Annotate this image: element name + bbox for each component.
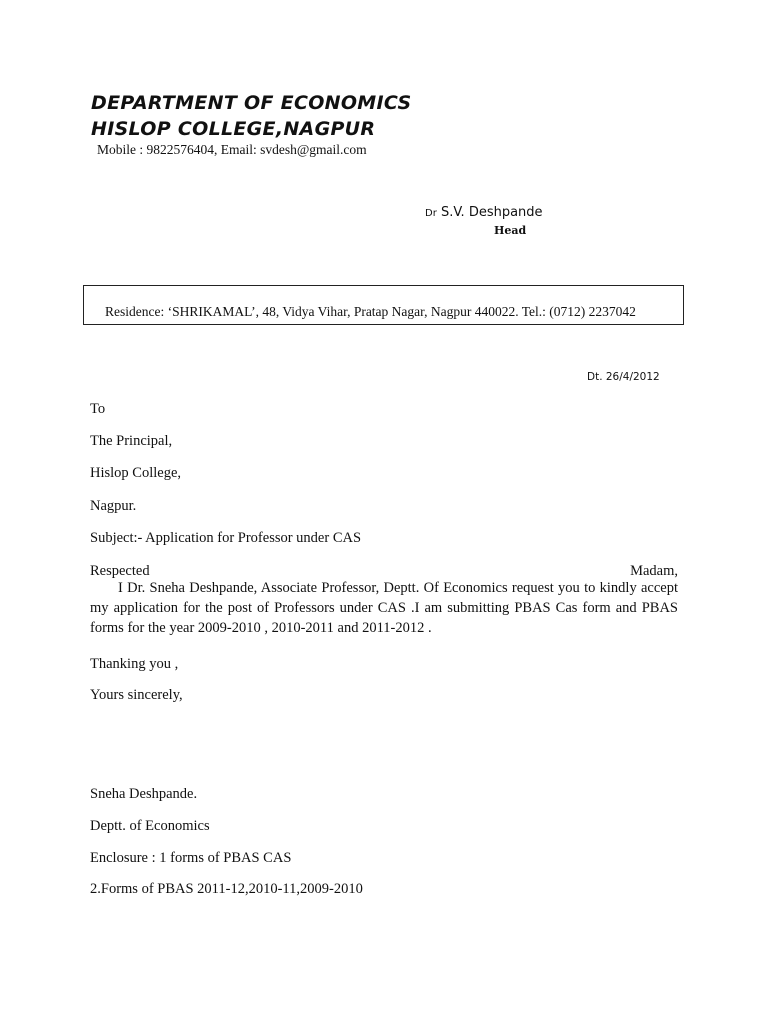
letter-date: Dt. 26/4/2012 <box>587 371 660 383</box>
head-title: Head <box>494 224 527 237</box>
subject-line: Subject:- Application for Professor under CAS <box>90 530 362 546</box>
signatory-name: Sneha Deshpande. <box>90 786 198 802</box>
salutation-left: Respected <box>90 563 150 579</box>
college-heading: HISLOP COLLEGE,NAGPUR <box>91 118 376 140</box>
closing-thanks: Thanking you , <box>90 656 179 672</box>
head-prefix: Dr <box>425 208 437 219</box>
salutation-right: Madam, <box>630 563 678 579</box>
recipient-line-1: The Principal, <box>90 433 173 449</box>
recipient-line-2: Hislop College, <box>90 465 182 481</box>
contact-line: Mobile : 9822576404, Email: svdesh@gmail.com <box>97 142 367 157</box>
letter-body <box>90 578 678 638</box>
enclosure-line-1: Enclosure : 1 forms of PBAS CAS <box>90 850 292 866</box>
recipient-line-3: Nagpur. <box>90 498 137 514</box>
enclosure-line-2: 2.Forms of PBAS 2011-12,2010-11,2009-2010 <box>90 881 363 897</box>
residence-address: Residence: ‘SHRIKAMAL’, 48, Vidya Vihar, Pratap Nagar, Nagpur 440022. Tel.: (0712) 2237042 <box>105 304 636 319</box>
letter-body-text: I Dr. Sneha Deshpande, Associate Professor, Deptt. Of Economics request you to kindly accept my application for the post of Professors under CAS .I am submitting PBAS Cas form and PBAS forms for the year 2009-2010 , 2010-2011 and 2011-2012 . <box>90 580 678 636</box>
recipient-to: To <box>90 401 106 417</box>
signatory-dept: Deptt. of Economics <box>90 818 210 834</box>
closing-signoff: Yours sincerely, <box>90 687 183 703</box>
department-heading: DEPARTMENT OF ECONOMICS <box>91 92 412 114</box>
residence-box <box>83 285 684 325</box>
head-name <box>425 204 543 223</box>
head-name-text: S.V. Deshpande <box>440 205 543 220</box>
